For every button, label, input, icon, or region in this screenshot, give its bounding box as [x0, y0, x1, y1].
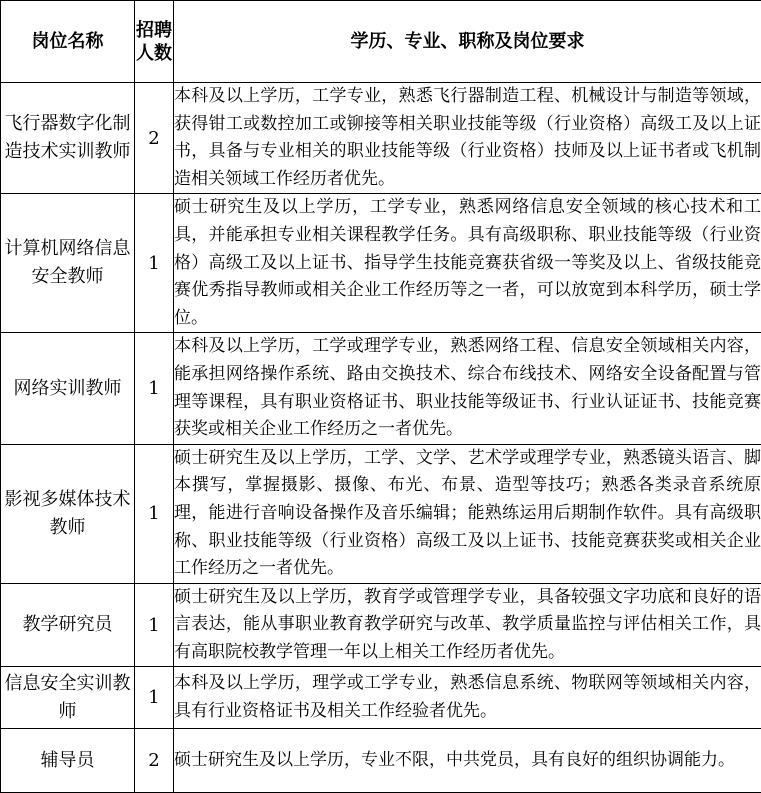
position-count: 1	[135, 333, 174, 444]
table-row	[1, 583, 761, 667]
position-name: 辅导员	[1, 729, 135, 793]
position-requirements: 本科及以上学历，理学或工学专业，熟悉信息系统、物联网等领域相关内容，具有行业资格证书及相关工作经验者优先。	[174, 667, 761, 729]
position-name: 网络实训教师	[1, 333, 135, 444]
table-row	[1, 444, 761, 583]
header-count-line1: 招聘	[136, 20, 172, 41]
position-name: 飞行器数字化制造技术实训教师	[1, 83, 135, 194]
position-count: 1	[135, 444, 174, 583]
position-name: 信息安全实训教师	[1, 667, 135, 729]
position-requirements: 硕士研究生及以上学历，工学专业，熟悉网络信息安全领域的核心技术和工具，并能承担专业相关课程教学任务。具有高级职称、职业技能等级（行业资格）高级工及以上证书、指导学生技能竞赛获省级一等奖及以上、省级技能竞赛优秀指导教师或相关企业工作经历等之一者，可以放宽到本科学历，硕士学位。	[174, 194, 761, 333]
position-requirements: 本科及以上学历，工学或理学专业，熟悉网络工程、信息安全领域相关内容，能承担网络操作系统、路由交换技术、综合布线技术、网络安全设备配置与管理等课程，具有职业资格证书、职业技能等级证书、行业认证证书、技能竞赛获奖或相关企业工作经历之一者优先。	[174, 333, 761, 444]
header-position-name: 岗位名称	[1, 1, 135, 83]
position-count: 1	[135, 667, 174, 729]
position-requirements: 本科及以上学历，工学专业，熟悉飞行器制造工程、机械设计与制造等领域，获得钳工或数控加工或铆接等相关职业技能等级（行业资格）高级工及以上证书，具备与专业相关的职业技能等级（行业资格）技师及以上证书者或飞机制造相关领域工作经历者优先。	[174, 83, 761, 194]
position-name: 影视多媒体技术教师	[1, 444, 135, 583]
table-row	[1, 194, 761, 333]
header-count	[135, 1, 174, 83]
position-requirements: 硕士研究生及以上学历，教育学或管理学专业，具备较强文字功底和良好的语言表达，能从事职业教育教学研究与改革、教学质量监控与评估相关工作，具有高职院校教学管理一年以上相关工作经历者优先。	[174, 583, 761, 667]
position-count: 1	[135, 194, 174, 333]
table-row	[1, 83, 761, 194]
position-name: 教学研究员	[1, 583, 135, 667]
position-count: 1	[135, 583, 174, 667]
position-requirements: 硕士研究生及以上学历，专业不限，中共党员，具有良好的组织协调能力。	[174, 729, 761, 793]
position-count: 2	[135, 83, 174, 194]
table-row	[1, 333, 761, 444]
position-count: 2	[135, 729, 174, 793]
table-row	[1, 729, 761, 793]
table-row	[1, 667, 761, 729]
header-count-line2: 人数	[136, 43, 172, 64]
header-requirements: 学历、专业、职称及岗位要求	[174, 1, 761, 83]
header-row	[1, 1, 761, 83]
position-requirements: 硕士研究生及以上学历，工学、文学、艺术学或理学专业，熟悉镜头语言、脚本撰写，掌握摄影、摄像、布光、布景、造型等技巧；熟悉各类录音系统原理，能进行音响设备操作及音乐编辑；能熟练运用后期制作软件。具有高级职称、职业技能等级（行业资格）高级工及以上证书、技能竞赛获奖或相关企业工作经历之一者优先。	[174, 444, 761, 583]
position-name: 计算机网络信息安全教师	[1, 194, 135, 333]
